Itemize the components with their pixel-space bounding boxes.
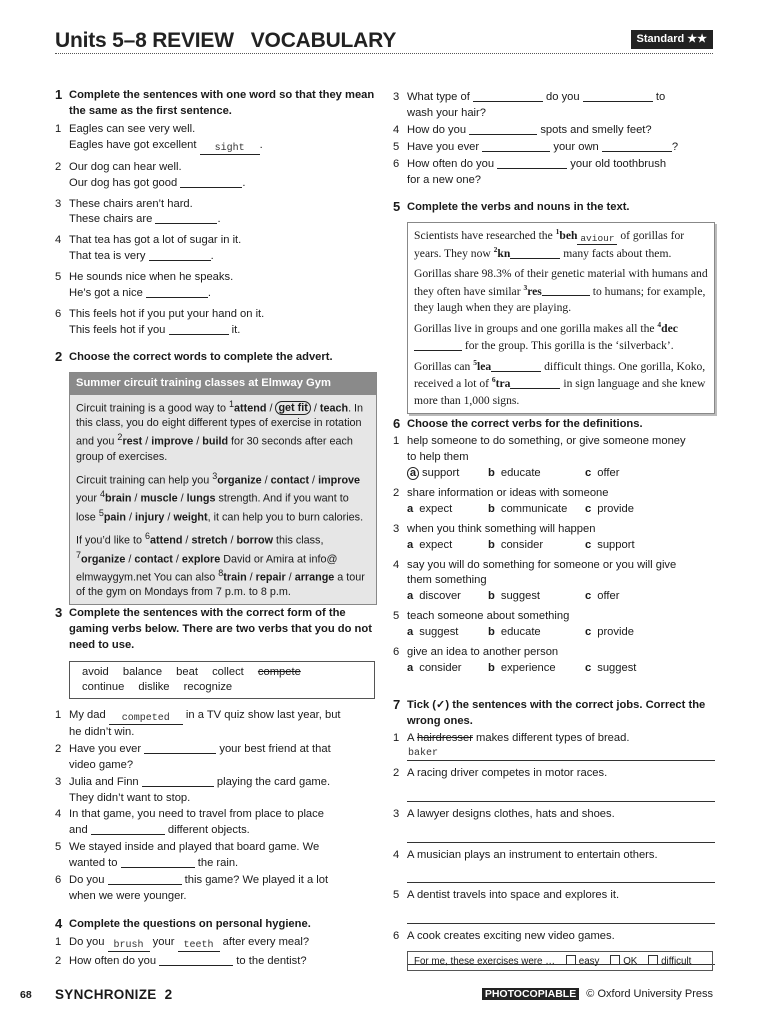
item-number: 3: [393, 91, 400, 103]
answer-blank[interactable]: [414, 339, 462, 351]
option-word[interactable]: pain: [103, 511, 127, 524]
ok-label: OK: [623, 956, 638, 967]
exercise-4: [55, 917, 377, 970]
answer-blank[interactable]: [91, 823, 165, 835]
ex6-item-3: 3 when you think something will happen: [393, 522, 596, 535]
ex6-item-6: 6 give an idea to another person: [393, 646, 559, 659]
item-sentence: These chairs aren’t hard.: [69, 197, 193, 210]
instruction-text: Choose the correct words to complete the advert.: [69, 351, 333, 363]
item-prefix: This feels hot if you: [69, 323, 166, 336]
feedback-prompt: For me, these exercises were …: [414, 956, 556, 967]
option-b[interactable]: b educate: [488, 466, 541, 479]
ex7-item-6: 6 A cook creates exciting new video games.: [393, 930, 615, 943]
option-word[interactable]: train: [223, 571, 247, 584]
option-word[interactable]: rest: [122, 435, 143, 448]
answer-blank[interactable]: [169, 323, 229, 335]
gorilla-text-box: [407, 222, 715, 414]
ex6-options-1: [393, 466, 715, 483]
option-word[interactable]: arrange: [294, 571, 335, 584]
circled-option-icon: a: [407, 467, 419, 480]
instruction-text: Complete the questions on personal hygiene.: [69, 918, 311, 930]
option-c[interactable]: c support: [585, 538, 635, 551]
item-sentence: This feels hot if you put your hand on it.: [69, 307, 265, 320]
option-c[interactable]: c provide: [585, 626, 634, 639]
ex3-item-6: 6 Do you this game? We played it a lot when we were younger.: [55, 874, 329, 902]
answer-blank[interactable]: [159, 954, 233, 966]
ex6-options-2: [393, 502, 715, 519]
answer-blank[interactable]: [542, 284, 590, 296]
item-number: 2: [55, 160, 62, 173]
word-option: avoid: [82, 665, 109, 678]
ex7-item-4: 4 A musician plays an instrument to entertain others.: [393, 848, 658, 861]
word-box: [69, 661, 375, 699]
option-word[interactable]: repair: [255, 571, 286, 584]
item-suffix: .: [259, 138, 263, 151]
header-divider: [55, 53, 713, 54]
instruction-text: Complete the sentences with one word so that they mean the same as the first sentence.: [69, 89, 375, 117]
option-word[interactable]: brain: [105, 492, 132, 505]
advert-body: [70, 395, 376, 605]
option-b[interactable]: b consider: [488, 538, 544, 551]
ex6-options-3: [393, 538, 715, 555]
difficult-checkbox[interactable]: [648, 955, 658, 965]
ex7-item-3: 3 A lawyer designs clothes, hats and shoes.: [393, 807, 615, 820]
exercise-number: 2: [55, 349, 63, 364]
item-prefix: These chairs are: [69, 213, 153, 226]
answer-blank[interactable]: brush: [108, 940, 150, 952]
text-paragraph-2: Gorillas share 98.3% of their genetic material with humans and they often have similar $^3$res to humans; for example, they laugh when they are playing.: [414, 267, 708, 314]
item-prefix: Our dog has got good: [69, 176, 178, 189]
item-number: 5: [55, 271, 62, 284]
answer-blank[interactable]: [469, 123, 537, 135]
ex4-item-6: 6 How often do you your old toothbrush for a new one?: [393, 157, 667, 186]
exercise-number: 3: [55, 605, 63, 620]
difficult-label: difficult: [661, 956, 692, 967]
answer-blank[interactable]: [491, 360, 541, 372]
exercise-1-instruction: [55, 88, 377, 120]
text-paragraph-3: Gorillas live in groups and one gorilla makes all the $^4$dec for the group. This gorilla is the ‘silverback’.: [414, 320, 678, 352]
answer-blank[interactable]: [473, 90, 543, 102]
item-number: 6: [55, 307, 62, 320]
advert-paragraph-1: Circuit training is a good way to $^1$attend / get fit / teach. In this class, you do eight different types of exercise in rotation and you $^2$rest / improve / build for 30 seconds after each group of exercises.: [76, 398, 364, 463]
option-word[interactable]: lungs: [186, 492, 216, 505]
option-b[interactable]: b suggest: [488, 590, 541, 603]
item-number: 2: [55, 954, 62, 967]
advert-title: Summer circuit training classes at Elmway Gym: [70, 373, 376, 395]
page-header: [55, 26, 713, 54]
answer-blank[interactable]: [482, 140, 550, 152]
page-title: Units 5–8 REVIEW VOCABULARY: [55, 29, 397, 52]
publisher-credit: [482, 987, 713, 1003]
answer-blank[interactable]: [121, 856, 195, 868]
circled-option[interactable]: get fit: [275, 401, 310, 415]
word-option: beat: [176, 665, 198, 678]
word-option: dislike: [138, 680, 170, 693]
item-number: 1: [55, 122, 62, 135]
option-word[interactable]: improve: [151, 435, 194, 448]
ex1-item-3: [55, 197, 377, 229]
ex6-item-5: 5 teach someone about something: [393, 610, 570, 623]
item-suffix: .: [210, 250, 214, 263]
exercise-number: 5: [393, 199, 401, 214]
answer-blank[interactable]: [108, 873, 182, 885]
item-number: 4: [393, 123, 400, 136]
option-word[interactable]: explore: [181, 553, 221, 566]
option-b[interactable]: b communicate: [488, 502, 568, 515]
option-word[interactable]: weight: [173, 511, 208, 524]
item-number: 4: [55, 234, 62, 247]
answer-blank[interactable]: sight: [200, 143, 260, 155]
ex6-options-5: [393, 625, 715, 642]
advert-paragraph-3: If you’d like to $^6$attend / stretch / borrow this class, $^7$organize / contact / explore David or Amira at info@ elmwaygym.net You can also $^8$train / repair / arrange a tour of the gym on Mondays from 7 p.m. to 8 p.m.: [76, 531, 365, 599]
answer-blank[interactable]: [497, 157, 567, 169]
answer-blank[interactable]: [144, 742, 216, 754]
ex1-item-4: [55, 233, 377, 265]
item-sentence: That tea has got a lot of sugar in it.: [69, 234, 242, 247]
ex1-item-2: [55, 160, 377, 192]
option-b[interactable]: b experience: [488, 662, 556, 675]
word-option: recognize: [183, 680, 233, 693]
answer-blank[interactable]: [583, 90, 653, 102]
item-suffix: .: [242, 176, 246, 189]
exercise-5: [393, 200, 715, 414]
option-word[interactable]: build: [202, 435, 229, 448]
item-number: 2: [55, 742, 62, 755]
ex7-item-5: 5 A dentist travels into space and explores it.: [393, 889, 620, 902]
exercise-number: 6: [393, 416, 401, 431]
answer-blank[interactable]: [149, 249, 211, 261]
answer-line[interactable]: [407, 829, 715, 843]
ex4-item-1: 1 Do you brush your teeth after every meal?: [55, 935, 310, 951]
option-word[interactable]: organize: [217, 474, 262, 487]
option-word[interactable]: teach: [319, 402, 349, 415]
item-suffix: it.: [231, 323, 241, 336]
brand-logo: SYNCHRONIZE 2: [55, 987, 173, 1002]
item-sentence: Eagles can see very well.: [69, 122, 196, 135]
answer-blank[interactable]: teeth: [178, 940, 220, 952]
answer-blank[interactable]: aviour: [577, 233, 617, 245]
ex6-item-2: 2 share information or ideas with someone: [393, 486, 609, 499]
answer-line[interactable]: [407, 788, 715, 802]
ex4-item-3: 3 What type of do you to wash your hair?: [393, 91, 666, 119]
item-number: 4: [55, 808, 62, 821]
struck-word: hairdresser: [416, 731, 473, 744]
item-number: 1: [55, 708, 62, 721]
word-option: collect: [212, 665, 244, 678]
exercise-7-instruction: [393, 698, 715, 730]
item-number: 5: [393, 140, 400, 153]
ex6-item-4: 4 say you will do something for someone or you will give them something: [393, 558, 677, 587]
photocopiable-badge: PHOTOCOPIABLE: [482, 988, 579, 1000]
easy-checkbox[interactable]: [566, 955, 576, 965]
item-prefix: He’s got a nice: [69, 287, 143, 300]
item-sentence: He sounds nice when he speaks.: [69, 271, 234, 284]
instruction-text: Choose the correct verbs for the definitions.: [407, 418, 643, 430]
exercise-2: [55, 350, 377, 605]
ex3-item-1: 1 My dad competed in a TV quiz show last year, but he didn’t win.: [55, 708, 341, 738]
feedback-box: [407, 951, 713, 971]
exercise-3-instruction: [55, 606, 377, 654]
exercise-5-instruction: [393, 200, 715, 216]
item-number: 6: [55, 874, 62, 887]
option-word[interactable]: contact: [134, 553, 173, 566]
answer-line[interactable]: baker: [407, 747, 715, 761]
easy-label: easy: [578, 956, 600, 967]
instruction-text: Complete the verbs and nouns in the text.: [407, 201, 630, 213]
exercise-7: [393, 698, 715, 965]
ex3-item-5: 5 We stayed inside and played that board game. We wanted to the rain.: [55, 841, 320, 870]
ex3-item-2: 2 Have you ever your best friend at that video game?: [55, 742, 331, 771]
option-a[interactable]: a support: [407, 466, 459, 482]
option-c[interactable]: c offer: [585, 590, 620, 603]
answer-blank[interactable]: [155, 212, 217, 224]
ex1-item-5: [55, 270, 377, 302]
exercise-6: [393, 417, 715, 678]
option-word[interactable]: contact: [270, 474, 310, 487]
option-word[interactable]: organize: [81, 553, 126, 566]
ok-checkbox[interactable]: [610, 955, 620, 965]
item-number: 3: [55, 775, 62, 788]
option-a[interactable]: a consider: [407, 662, 462, 675]
item-prefix: Eagles have got excellent: [69, 138, 197, 151]
word-option: continue: [82, 680, 125, 693]
answer-blank[interactable]: competed: [109, 713, 183, 725]
advert-paragraph-2: Circuit training can help you $^3$organize / contact / improve your $^4$brain / muscle / lungs strength. And if you want to lose $^5$pain / injury / weight, it can help you to burn calories.: [76, 470, 364, 524]
option-word[interactable]: attend: [234, 402, 267, 415]
option-a[interactable]: a expect: [407, 538, 453, 551]
option-c[interactable]: c provide: [585, 502, 634, 515]
answer-blank[interactable]: [142, 775, 214, 787]
page-number: 68: [20, 989, 32, 1001]
ex7-item-1: 1 A hairdresser makes different types of bread.: [393, 731, 630, 744]
option-a[interactable]: a discover: [407, 590, 461, 603]
answer-blank[interactable]: [510, 377, 560, 389]
item-number: 6: [393, 157, 400, 170]
gym-advert: [69, 372, 377, 605]
option-word[interactable]: muscle: [140, 492, 178, 505]
ex1-item-1: [55, 122, 377, 155]
ex6-options-4: [393, 589, 715, 606]
answer-line[interactable]: [407, 910, 715, 924]
ex4-item-4: 4 How do you spots and smelly feet?: [393, 123, 715, 139]
item-number: 5: [55, 841, 62, 854]
level-badge: Standard ★★: [631, 30, 713, 49]
exercise-4-continued: [393, 90, 715, 188]
ex7-item-2: 2 A racing driver competes in motor races.: [393, 766, 608, 779]
answer-blank[interactable]: [602, 140, 672, 152]
option-c[interactable]: c offer: [585, 466, 620, 479]
option-a[interactable]: a suggest: [407, 626, 459, 639]
text-paragraph-4: Gorillas can $^5$lea difficult things. One gorilla, Koko, received a lot of $^6$tra in sign language and she knew more than 1,000 signs.: [414, 358, 706, 407]
option-word[interactable]: stretch: [191, 534, 228, 547]
ex3-item-3: 3 Julia and Finn playing the card game. They didn’t want to stop.: [55, 775, 331, 804]
item-prefix: That tea is very: [69, 250, 146, 263]
item-suffix: .: [207, 287, 212, 300]
ex4-item-2: 2 How often do you to the dentist?: [55, 954, 377, 970]
option-a[interactable]: a expect: [407, 502, 453, 515]
ex6-options-6: [393, 661, 715, 678]
item-number: 3: [55, 197, 62, 210]
publisher-name: © Oxford University Press: [586, 988, 713, 1000]
answer-blank[interactable]: [510, 247, 560, 259]
instruction-text: Tick (✓) the sentences with the correct jobs. Correct the wrong ones.: [407, 699, 706, 727]
exercise-6-instruction: [393, 417, 715, 433]
instruction-text: Complete the sentences with the correct form of the gaming verbs below. There are two verbs that you do not need to use.: [69, 607, 372, 651]
ex3-item-4: 4 In that game, you need to travel from place to place and different objects.: [55, 808, 324, 837]
ex6-item-1: 1 help someone to do something, or give someone money to help them: [393, 434, 686, 463]
ex4-item-5: 5 Have you ever your own ?: [393, 140, 715, 156]
option-word[interactable]: injury: [135, 511, 165, 524]
item-sentence: Our dog can hear well.: [69, 160, 182, 173]
struck-word-option: compete: [257, 665, 301, 678]
text-paragraph-1: Scientists have researched the $^1$beh aviour of gorillas for years. They now $^2$kn many facts about them.: [414, 226, 685, 260]
exercise-3: [55, 606, 377, 905]
option-word[interactable]: attend: [150, 534, 183, 547]
answer-line[interactable]: [407, 869, 715, 883]
item-number: 1: [55, 935, 62, 948]
exercise-1: [55, 88, 377, 339]
exercise-number: 4: [55, 916, 63, 931]
word-option: balance: [122, 665, 163, 678]
item-suffix: .: [217, 213, 221, 226]
answer-blank[interactable]: [146, 286, 208, 298]
exercise-number: 1: [55, 87, 63, 102]
option-b[interactable]: b educate: [488, 626, 541, 639]
ex1-item-6: [55, 307, 377, 339]
answer-blank[interactable]: [180, 176, 242, 188]
option-c[interactable]: c suggest: [585, 662, 637, 675]
exercise-4-instruction: [55, 917, 377, 933]
option-word[interactable]: improve: [318, 474, 361, 487]
option-word[interactable]: borrow: [236, 534, 274, 547]
exercise-2-instruction: [55, 350, 377, 366]
exercise-number: 7: [393, 697, 401, 712]
